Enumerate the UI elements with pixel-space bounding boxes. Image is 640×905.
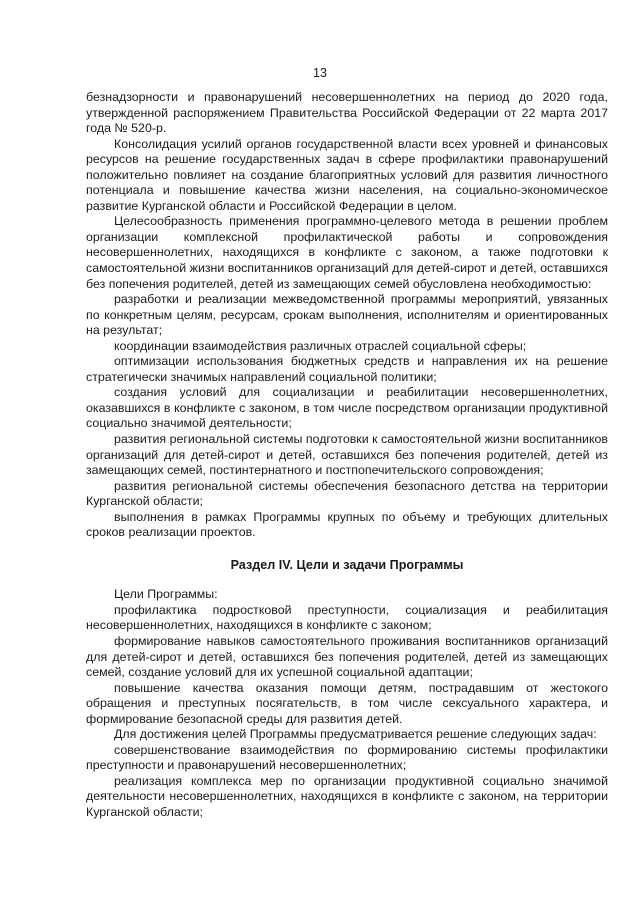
paragraph: безнадзорности и правонарушений несовершеннолетних на период до 2020 года, утвержденной распоряжением Правительства Российской Федерации от 22 марта 2017 года № 520-р. xyxy=(86,90,608,136)
paragraph: Для достижения целей Программы предусматривается решение следующих задач: xyxy=(114,727,597,742)
paragraph: Консолидация усилий органов государственной власти всех уровней и финансовых ресурсов на решение государственных задач в сфере профилактики правонарушений положительно повлияет на создание благоприятных условий для развития личностного потенциала и повышение качества жизни населения, на социально-экономическое развитие Курганской области и Российской Федерации в целом. xyxy=(86,136,608,213)
paragraph: развития региональной системы подготовки к самостоятельной жизни воспитанников организаций для детей-сирот и детей, оставшихся без попечения родителей, детей из замещающих семей, постинтернатного и постпопечительского сопровождения; xyxy=(86,432,608,478)
body-text-after-section xyxy=(86,587,608,820)
body-text-before-section xyxy=(86,90,608,541)
paragraph: создания условий для социализации и реабилитации несовершеннолетних, оказавшихся в конфликте с законом, в том числе посредством организации продуктивной социально значимой деятельности; xyxy=(86,385,608,431)
paragraph: Цели Программы: xyxy=(114,587,218,602)
paragraph: формирование навыков самостоятельного проживания воспитанников организаций для детей-сирот и детей, оставшихся без попечения родителей, детей из замещающих семей, создание условий для их успешной социальной адаптации; xyxy=(86,634,608,680)
paragraph: оптимизации использования бюджетных средств и направления их на решение стратегически значимых направлений социальной политики; xyxy=(86,354,608,384)
paragraph: координации взаимодействия различных отраслей социальной сферы; xyxy=(114,338,527,353)
paragraph: реализация комплекса мер по организации продуктивной социально значимой деятельности несовершеннолетних, находящихся в конфликте с законом, на территории Курганской области; xyxy=(86,773,608,820)
page-content xyxy=(86,90,608,821)
paragraph: повышение качества оказания помощи детям, пострадавшим от жестокого обращения и преступных посягательств, в том числе сексуального характера, и формирование безопасной среды для развития детей. xyxy=(86,680,608,726)
paragraph: разработки и реализации межведомственной программы мероприятий, увязанных по конкретным целям, ресурсам, срокам выполнения, исполнителям и ориентированных на результат; xyxy=(86,292,608,338)
paragraph: развития региональной системы обеспечения безопасного детства на территории Курганской области; xyxy=(86,478,608,509)
paragraph: совершенствование взаимодействия по формированию системы профилактики преступности и правонарушений несовершеннолетних; xyxy=(86,742,608,773)
paragraph: выполнения в рамках Программы крупных по объему и требующих длительных сроков реализации проектов. xyxy=(86,509,608,540)
section-heading: Раздел IV. Цели и задачи Программы xyxy=(230,557,464,572)
paragraph: профилактика подростковой преступности, социализация и реабилитация несовершеннолетних, находящихся в конфликте с законом; xyxy=(86,602,608,633)
page-number: 13 xyxy=(313,66,327,80)
paragraph: Целесообразность применения программно-целевого метода в решении проблем организации комплексной профилактической работы и сопровождения несовершеннолетних, находящихся в конфликте с законом, а также подготовки к самостоятельной жизни воспитанников организаций для детей-сирот и детей, оставшихся без попечения родителей, детей из замещающих семей обусловлена необходимостью: xyxy=(86,214,608,291)
